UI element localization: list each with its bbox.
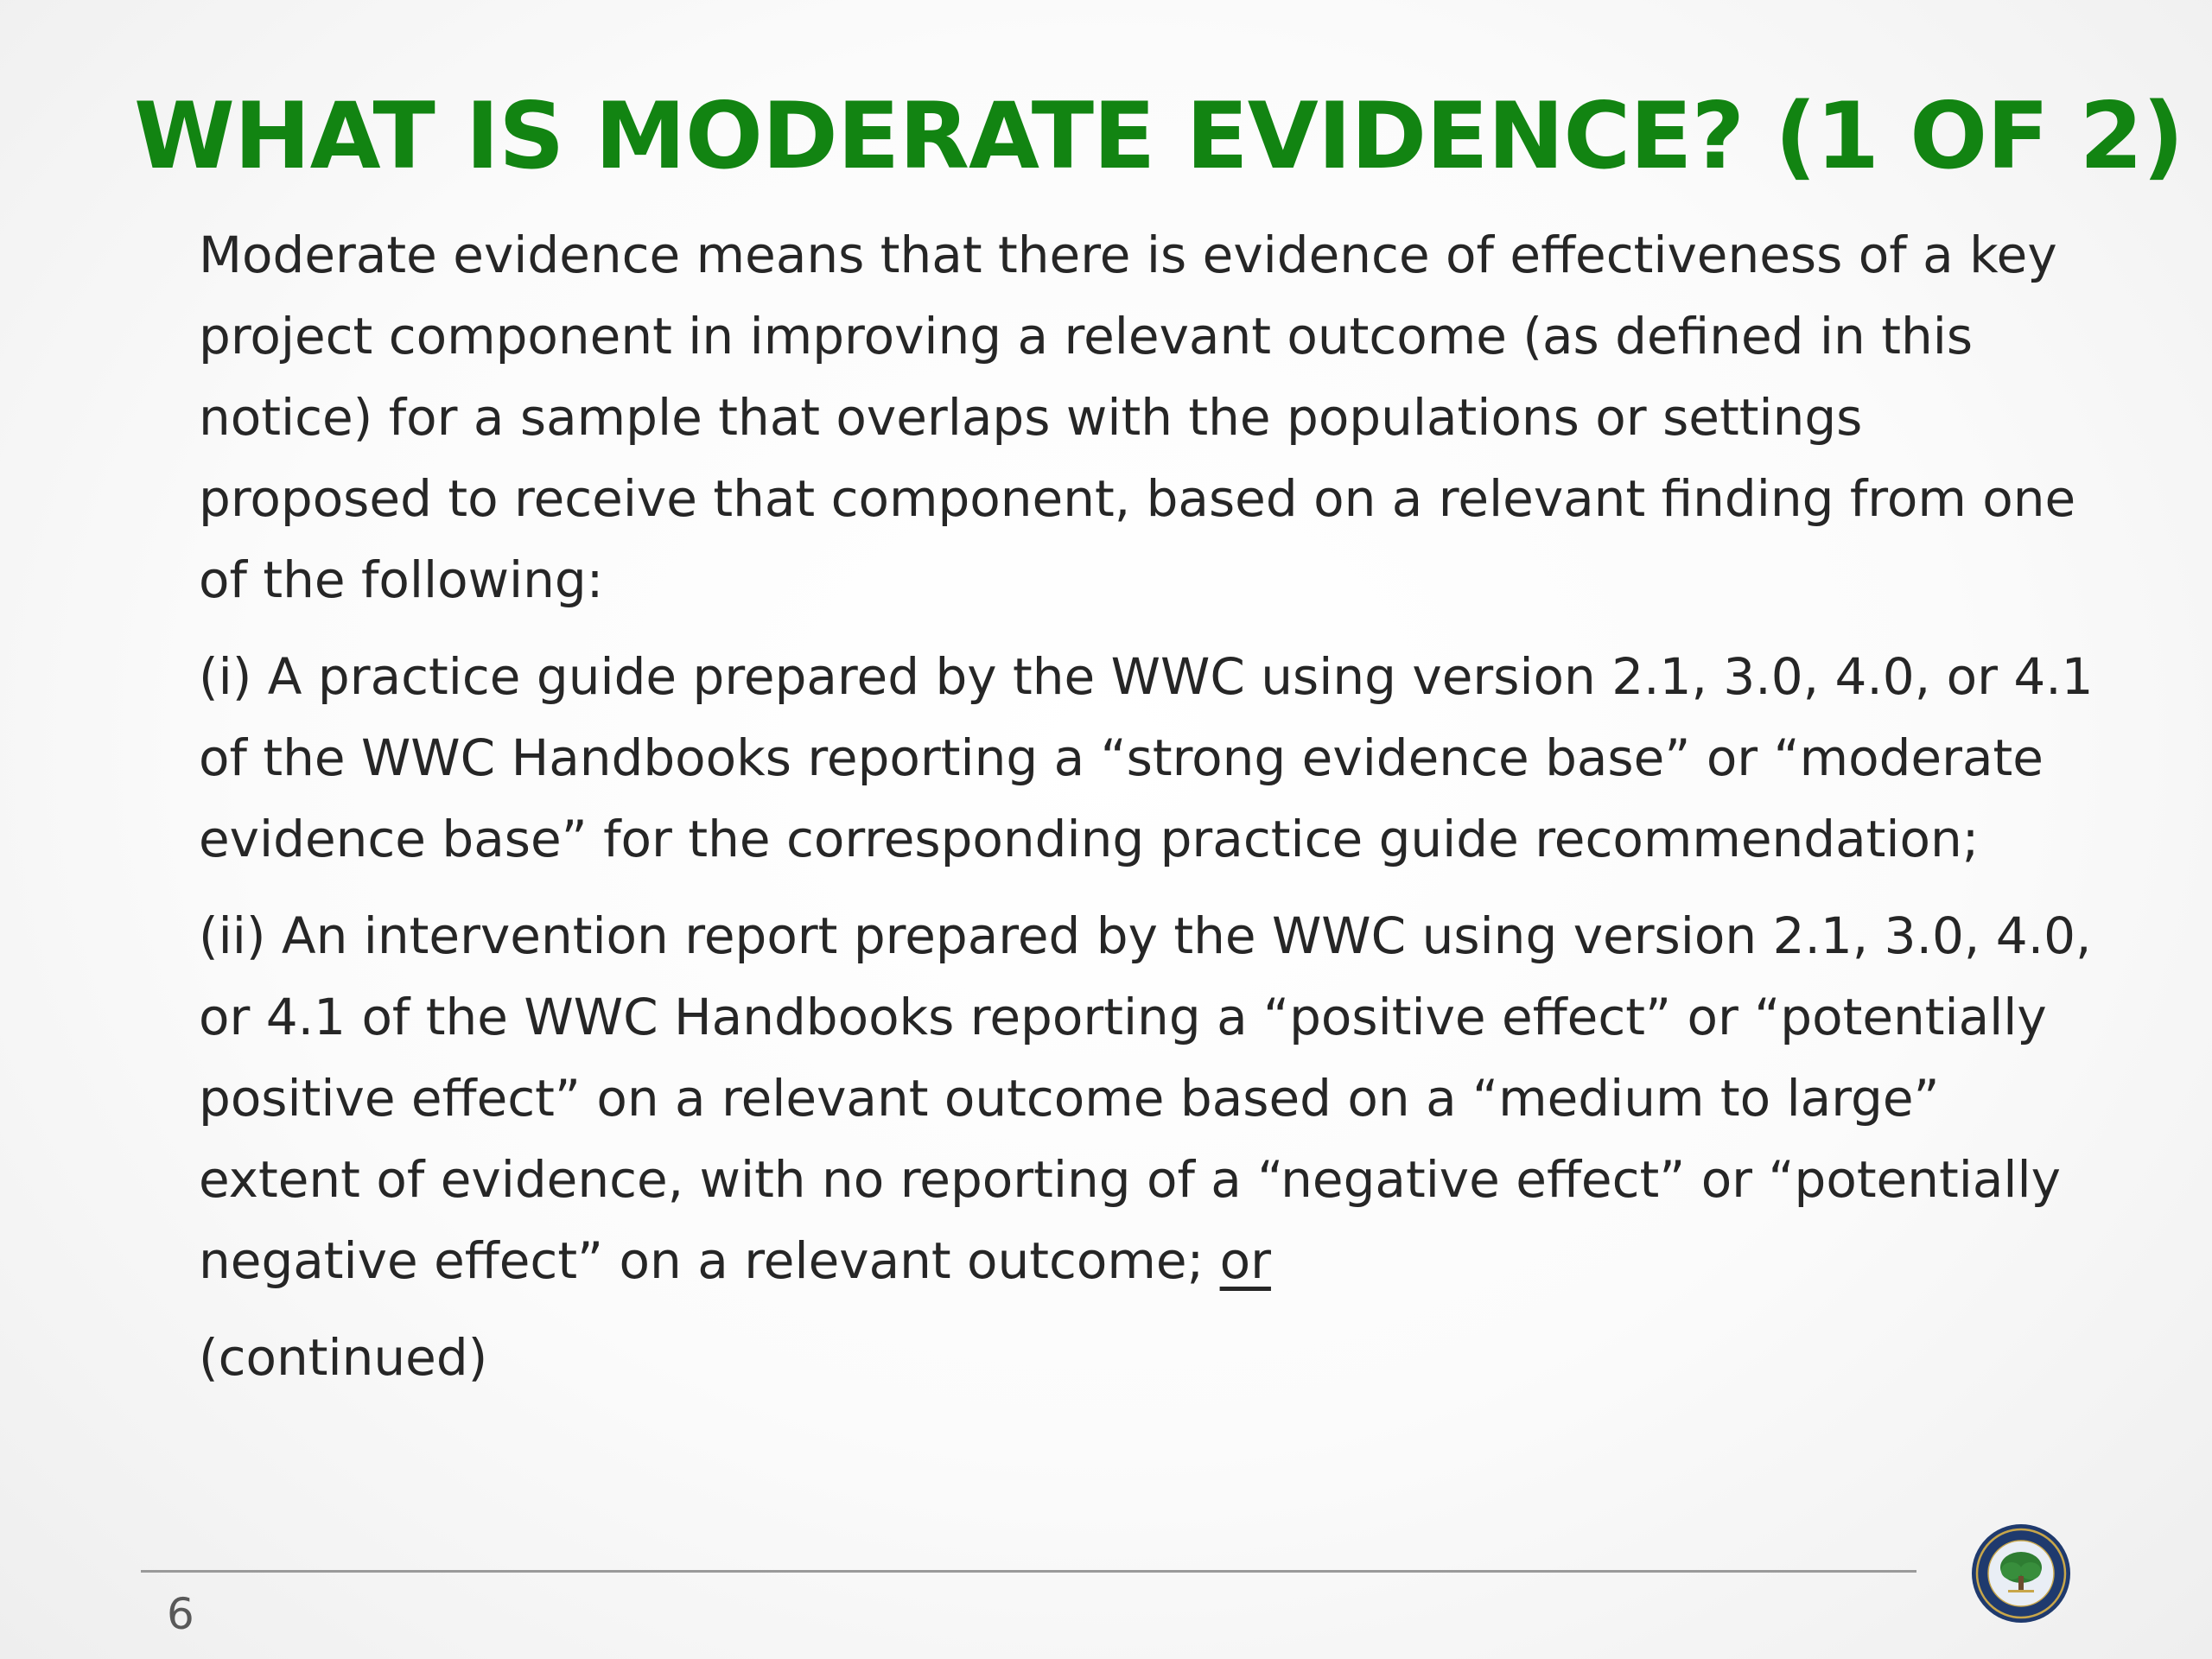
footer-divider — [141, 1570, 1916, 1573]
page-number: 6 — [167, 1589, 194, 1639]
intro-paragraph: Moderate evidence means that there is evidence of effectiveness of a key project component in improving a relevant outcome (as defined in this notice) for a sample that overlaps with the populations or settings proposed to receive that component, based on a relevant finding from one of the following: — [199, 226, 2076, 609]
slide-body — [199, 214, 2100, 1414]
item-ii-paragraph — [199, 895, 2100, 1301]
department-seal-icon — [1970, 1522, 2072, 1624]
continued-label: (continued) — [199, 1328, 488, 1387]
item-ii-text: (ii) An intervention report prepared by the WWC using version 2.1, 3.0, 4.0, or 4.1 of the WWC Handbooks reporting a “positive effect” or “potentially positive effect” on a relevant outcome based on a “medium to large” extent of evidence, with no reporting of a “negative effect” or “potentially negative effect” on a relevant outcome; — [199, 906, 2092, 1290]
slide-title: WHAT IS MODERATE EVIDENCE? (1 OF 2) — [134, 83, 2183, 189]
item-ii-or: or — [1219, 1231, 1271, 1290]
item-i-paragraph: (i) A practice guide prepared by the WWC using version 2.1, 3.0, 4.0, or 4.1 of the WWC Handbooks reporting a “strong evidence base” or “moderate evidence base” for the corresponding practice guide recommendation; — [199, 647, 2094, 868]
